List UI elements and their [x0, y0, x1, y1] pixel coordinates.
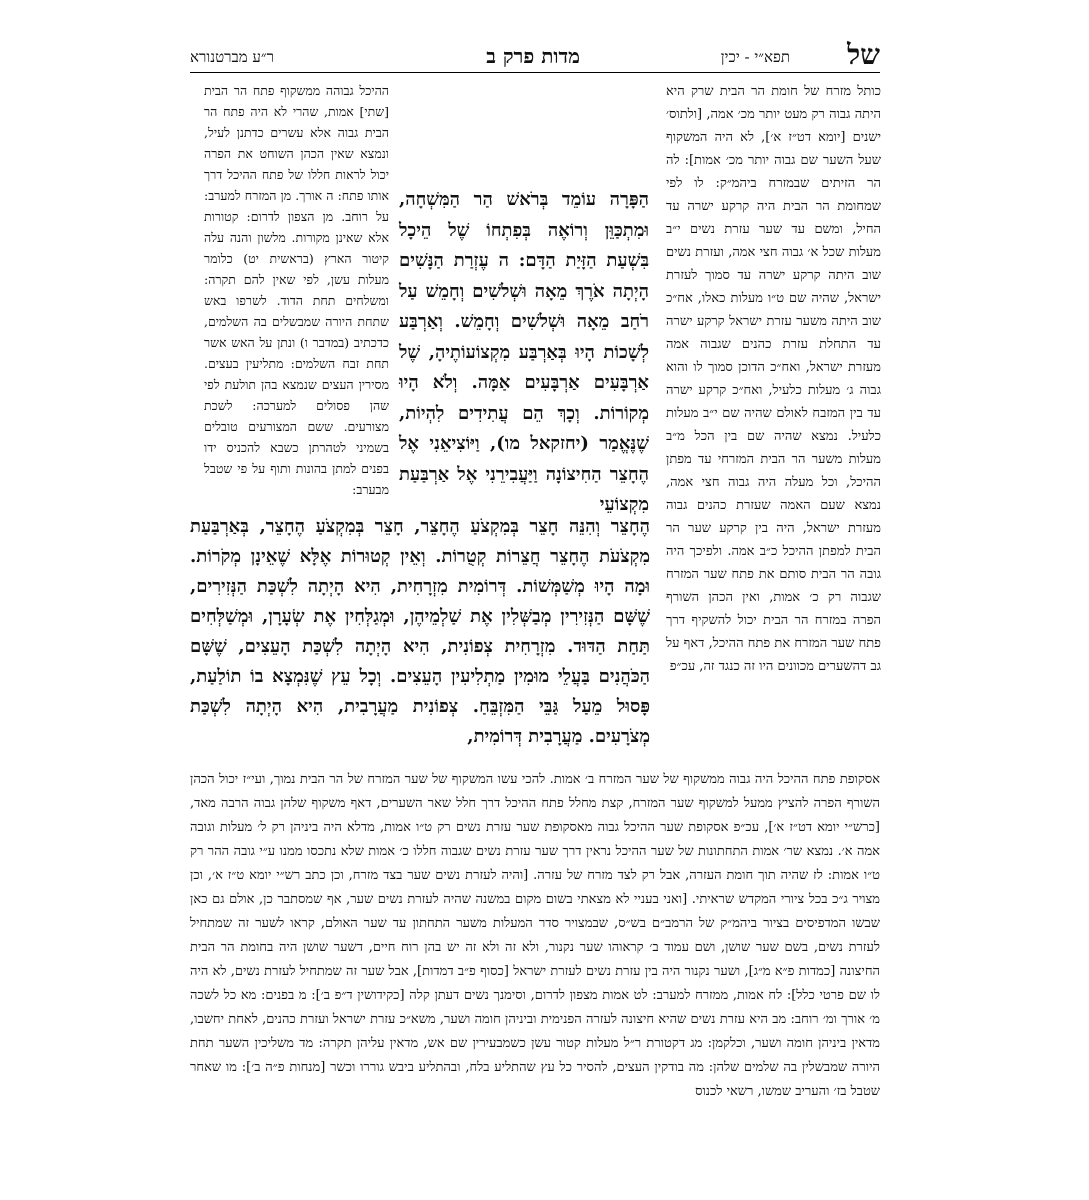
header-divider: [190, 72, 880, 73]
footnote-commentary: [190, 768, 881, 1099]
header-bartenura-label: ר״ע מברטנורא: [190, 48, 274, 66]
mishna-text-bottom: הֶחָצֵר וְהִנֵּה חָצֵר בְּמִקְצֹעַ הֶחָצֵר, חָצֵר בְּמִקְצֹעַ הֶחָצֵר, בְּאַרְבַּעַת מִקְצֹעֹת הֶחָצֵר חֲצֵרוֹת קְטֻרוֹת. וְאֵין קְטוּרוֹת אֶלָּא שֶׁאֵינָן מְקֹרוֹת. וּמָה הָיוּ מְשַׁמְּשׁוֹת. דְּרוֹמִית מִזְרָחִית, הִיא הָיְתָה לִשְׁכַּת הַנְּזִירִים, שֶׁשָּׁם הַנְּזִירִין מְבַשְּׁלִין אֶת שַׁלְמֵיהֶן, וּמְגַלְּחִין אֶת שְׂעָרָן, וּמְשַׁלְּחִים תַּחַת הַדּוּד. מִזְרָחִית צְפוֹנִית, הִיא הָיְתָה לִשְׁכַּת הָעֵצִים, שֶׁשָּׁם הַכֹּהֲנִים בַּעֲלֵי מוּמִין מַתְלִיעִין הָעֵצִים. וְכָל עֵץ שֶׁנִּמְצָא בוֹ תוֹלַעַת, פָּסוּל מֵעַל גַּבֵּי הַמִּזְבֵּחַ. צְפוֹנִית מַעֲרָבִית, הִיא הָיְתָה לִשְׁכַּת מְצֹרָעִים. מַעֲרָבִית דְּרוֹמִית,: [190, 516, 650, 747]
header-shel: של: [847, 38, 880, 71]
tifeeret-text: כותל מזרח של חומת הר הבית שרק היא היתה גבוה רק מעט יותר מכ׳ אמה, [ולתוס׳ ישנים [יומא דט״ז א׳], לא היה המשקוף שעל השער שם גבוה יותר מכ׳ אמות]: לה הר הזיתים שבמזרח ביהמ״ק: לו לפי שמחומת הר הבית היה קרקע ישרה עד החיל, ומשם עד שער עזרת נשים י״ב מעלות שכל א׳ גבוה חצי אמה, ועזרת נשים שוב היתה קרקע ישרה עד סמוך לעזרת ישראל, שהיה שם ט״ו מעלות כאלו, אח״כ שוב היתה משער עזרת ישראל קרקע ישרה עד התחלת עזרת כהנים שגבוה אמה מעזרת ישראל, ואח״כ הדוכן סמוך לו והוא גבוה ג׳ מעלות כלעיל, ואח״כ קרקע ישרה עד בין המזבח לאולם שהיה שם י״ב מעלות כלעיל. נמצא שהיה שם בין הכל מ״ב מעלות משער הר הבית המזרחי עד מפתן ההיכל, וכל מעלה היה גבוה חצי אמה, נמצא שעם האמה שעזרת כהנים גבוה מעזרת ישראל, היה בין קרקע שער הר הבית למפתן ההיכל כ״ב אמה. ולפיכך היה גובה הר הבית סותם את פתח שער המזרח שגבוה רק כ׳ אמות, ואין הכהן השורף הפרה במזרח הר הבית יכול להשקיף דרך פתח שער המזרח את פתח ההיכל, דאף על גב דהשערים מכוונים היו זה כנגד זה, עכ״פ: [666, 84, 881, 674]
mishna-column-top: [399, 185, 649, 515]
header-tifeeret-label: תפא״י - יכין: [720, 48, 790, 66]
mishna-column-bottom: [190, 512, 650, 770]
footnote-text: אסקופת פתח ההיכל היה גבוה ממשקוף של שער המזרח ב׳ אמות. להכי עשו המשקוף של שער המזרח של הר הבית נמוך, ועי״ז יכול הכהן השורף הפרה להציץ ממעל למשקוף שער המזרח, קצת מחלל פתח ההיכל דרך חלל שאר השערים, דאף משקוף שלהן גבוה הרבה מאד, [כרש״י יומא דט״ז א׳], עכ״פ אסקופת שער ההיכל גבוה מאסקופת שער עזרת נשים רק ט״ו אמות, מדלא היה ביניהן רק ל׳ מעלות וגובה אמה א׳. נמצא שר׳ אמות התחתונות של שער ההיכל נראין דרך שער עזרת נשים שגבוה חללו כ׳ אמות שלא נתכסו ממנו ע״י גובה ההר רק ט״ו אמות: לז שהיה תוך חומת העזרה, אבל רק לצד מזרח של עזרה. [והיה לעזרת נשים שער בצד מזרח, וכן כתב רש״י יומא ט״ז א׳, וכן מצויר ג״כ בכל ציורי המקדש שראיתי. [ואני בעניי לא מצאתי בשום מקום במשנה שהיה לעזרת נשים שער, אף שמסתבר כן, אולם גם כאן שבשו המדפיסים בציור ביהמ״ק של הרמב״ם בש״ס, שבמצויר סדר המעלות משער התחתון עד שער האולם, קראו לשער זה שמתחיל לעזרת נשים, בשם שער שושן, ושם עמוד ב׳ קראוהו שער נקנור, ולא זה ולא זה יש בהן רוח חיים, דשער שושן היה בחומת הר הבית החיצונה [כמדות פ״א מ״ג], ושער נקנור היה בין עזרת נשים לעזרת ישראל [כסוף פ״ב דמדות], אבל שער זה שמתחיל לעזרת נשים, לא היה לו שם פרטי כלל]: לח אמות, ממזרח למערב: לט אמות מצפון לדרום, וסימנך נשים דעתן קלה [כקידושין ד״פ ב׳]: מ בפנים: מא כל לשכה מ׳ אורך ומ׳ רוחב: מב היא עזרת נשים שהיא חיצונה לעזרה הפנימית וביניהן חומה ושער, משא״כ עזרת ישראל ועזרת כהנים, לאחת יחשבו, מדאין ביניהן חומה ושער, וכלקמן: מג דקטורת ר״ל מעלות קטור עשן כשמבעירין שם אש, מדאין עליהן תקרה: מד משליכין השער תחת היורה שמבשלין בה שלמים שלהן: מה בודקין העצים, להסיר כל עץ שהתליע בלח, ובהתליע ביבש גוררו וכשר [מנחות פ״ה ב׳]: מו שאחר שטבל בז׳ והעריב שמשו, רשאי לכנוס: [190, 772, 881, 1099]
bartenura-text: ההיכל גבוהה ממשקוף פתח הר הבית [שתי] אמות, שהרי לא היה פתח הר הבית גבוה אלא עשרים כדתנן לעיל, ונמצא שאין הכהן השוחט את הפרה יכול לראות חללו של פתח ההיכל דרך אותו פתח: ה אורך. מן המזרח למערב: על רוחב. מן הצפון לדרום: קטורות אלא שאינן מקורות. מלשון והנה עלה קיטור הארץ (בראשית יט) כלומר מעלות עשן, לפי שאין להם תקרה: ומשלחים תחת הדוד. לשרפו באש שתחת היורה שמבשלים בה השלמים, כדכתיב (במדבר ו) ונתן על האש אשר תחת זבח השלמים: מתליעין בעצים. מסירין העצים שנמצא בהן תולעת לפי שהן פסולים למערכה: לשכת מצורעים. ששם המצורעים טובלים בשמיני לטהרתן כשבא להכניס ידו בפנים למתן בהונות ותוף על פי שטבל מבערב:: [204, 83, 389, 497]
header-tractate-title: מדות פרק ב: [486, 44, 580, 68]
mishna-text-top: הַפָּרָה עוֹמֵד בְּרֹאשׁ הַר הַמִּשְׁחָה, וּמִתְכַּוֵּן וְרוֹאֶה בְּפִתְחוֹ שֶׁל הֵיכָל בִּשְׁעַת הַזָּיַת הַדָּם: ה עֶזְרַת הַנָּשִׁים הָיְתָה אֹרֶךְ מֵאָה וּשְׁלשִׁים וְחָמֵשׁ עַל רֹחַב מֵאָה וּשְׁלשִׁים וְחָמֵשׁ. וְאַרְבַּע לְשָׁכוֹת הָיוּ בְּאַרְבַּע מִקְצוֹעוֹתֶיהָ, שֶׁל אַרְבָּעִים אַרְבָּעִים אַמָּה. וְלֹא הָיוּ מְקוֹרוֹת. וְכָךְ הֵם עֲתִידִים לִהְיוֹת, שֶׁנֶּאֱמַר (יחזקאל מו), וַיּוֹצִיאֵנִי אֶל הֶחָצֵר הַחִיצוֹנָה וַיַּעֲבִירֵנִי אֶל אַרְבַּעַת מִקְצוֹעֵי: [399, 189, 649, 515]
bartenura-column: [204, 80, 389, 500]
tifeeret-column: [666, 80, 881, 770]
page-header: [190, 38, 880, 72]
